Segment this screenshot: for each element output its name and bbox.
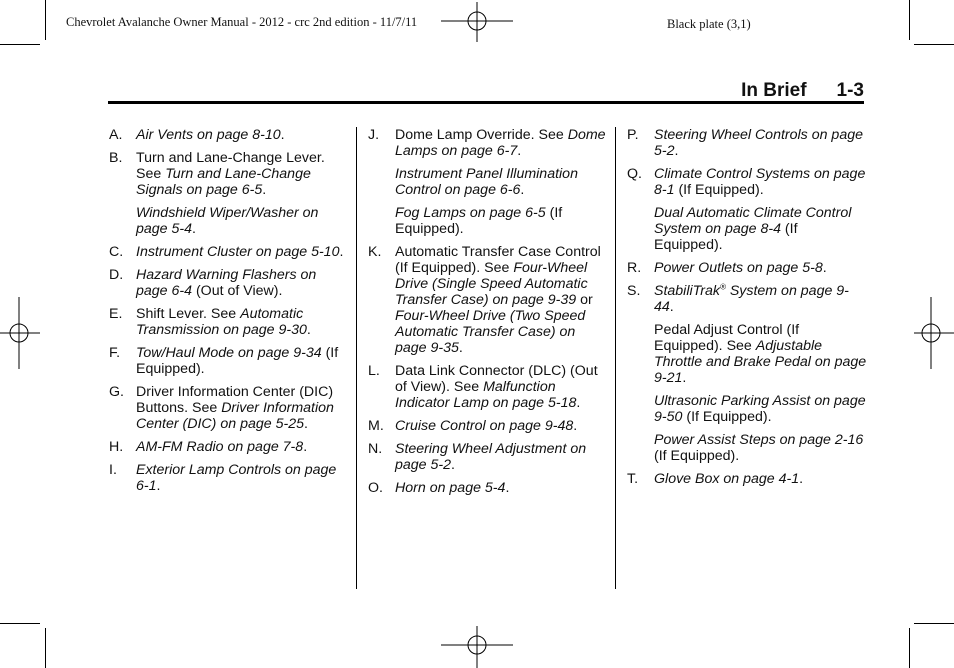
list-item [109, 150, 349, 198]
item-text: (If Equipped). [654, 448, 740, 464]
item-text: . [303, 416, 308, 432]
crop-mark [909, 628, 910, 668]
item-text: . [339, 244, 344, 260]
list-subitem [654, 322, 867, 386]
list-item [109, 345, 349, 377]
item-text: . [451, 457, 455, 473]
list-item [368, 480, 608, 496]
page-reference-link[interactable]: Steering Wheel Adjustment on page 5-2 [395, 441, 587, 473]
item-text: (If Equipped). [682, 409, 772, 425]
page-reference-link[interactable]: Instrument Panel Illumination Control on page 6-6 [395, 166, 578, 198]
column-divider [615, 127, 616, 589]
item-letter: C. [109, 244, 124, 260]
page-reference-link[interactable]: AM-FM Radio on page 7-8 [136, 439, 304, 455]
page-reference-link[interactable]: Four-Wheel Drive (Single Speed Automatic Transfer Case) on page 9-39 [395, 260, 588, 308]
list-item [109, 267, 349, 299]
item-letter: O. [368, 480, 383, 496]
item-text: (If Equipped). [395, 205, 563, 237]
column-1 [109, 127, 349, 501]
page-reference-link[interactable]: Turn and Lane-Change Signals on page 6-5 [136, 166, 311, 198]
page-reference-link[interactable]: Four-Wheel Drive (Two Speed Automatic Transfer Case) on page 9-35 [395, 308, 586, 356]
crop-mark [45, 628, 46, 668]
item-text: . [517, 143, 522, 159]
page-reference-link[interactable] [654, 283, 849, 315]
page-reference-link[interactable]: Power Assist Steps on page 2-16 [654, 432, 864, 448]
link-text: System on page 9-44 [654, 283, 849, 315]
registration-mark-bottom [441, 626, 513, 668]
item-text: . [156, 478, 161, 494]
list-item [368, 363, 608, 411]
item-text: . [682, 370, 687, 386]
list-item [109, 462, 349, 494]
item-letter: M. [368, 418, 384, 434]
list-item [627, 471, 867, 487]
item-text: Turn and Lane-Change Lever. See [136, 150, 325, 182]
registration-mark-right [914, 297, 954, 369]
list-subitem [654, 432, 867, 464]
crop-mark [914, 44, 954, 45]
registration-mark-left [0, 297, 40, 369]
page-reference-link[interactable]: Instrument Cluster on page 5-10 [136, 244, 340, 260]
registered-mark: ® [719, 282, 726, 292]
item-text: . [822, 260, 827, 276]
list-subitem [395, 205, 608, 237]
item-text: (If Equipped). [654, 221, 798, 253]
page-reference-link[interactable]: Automatic Transmission on page 9-30 [136, 306, 307, 338]
item-text: (Out of View). [192, 283, 283, 299]
page-reference-link[interactable]: Dome Lamps on page 6-7 [395, 127, 606, 159]
list-subitem [136, 205, 349, 237]
item-letter: D. [109, 267, 124, 283]
page-reference-link[interactable]: Glove Box on page 4-1 [654, 471, 800, 487]
item-text: . [192, 221, 196, 237]
list-item [627, 283, 867, 315]
item-text: . [303, 439, 308, 455]
list-item [368, 244, 608, 356]
page-reference-link[interactable]: Steering Wheel Controls on page 5-2 [654, 127, 863, 159]
column-divider [356, 127, 357, 589]
list-item [627, 260, 867, 276]
item-text: . [458, 340, 463, 356]
page-reference-link[interactable]: Adjustable Throttle and Brake Pedal on page 9-21 [654, 338, 867, 386]
item-letter: E. [109, 306, 123, 322]
section-title: In Brief [741, 80, 807, 101]
item-letter: R. [627, 260, 642, 276]
item-letter: H. [109, 439, 124, 455]
page-reference-link[interactable]: Malfunction Indicator Lamp on page 5-18 [395, 379, 577, 411]
crop-mark [0, 44, 40, 45]
item-letter: Q. [627, 166, 642, 182]
page-reference-link[interactable]: Driver Information Center (DIC) on page 5-25 [136, 400, 334, 432]
list-item [627, 127, 867, 159]
page-reference-link[interactable]: Hazard Warning Flashers on page 6-4 [136, 267, 317, 299]
page-reference-link[interactable]: Dual Automatic Climate Control System on page 8-4 [654, 205, 852, 237]
item-letter: K. [368, 244, 382, 260]
page-number: 1-3 [836, 80, 864, 101]
item-letter: P. [627, 127, 639, 143]
page-reference-link[interactable]: Exterior Lamp Controls on page 6-1 [136, 462, 337, 494]
list-item [368, 127, 608, 159]
page-reference-link[interactable]: Fog Lamps on page 6-5 [395, 205, 546, 221]
section-heading [741, 80, 864, 102]
item-text: or [576, 292, 593, 308]
crop-mark [0, 623, 40, 624]
item-text: . [576, 395, 581, 411]
item-text: Shift Lever. See [136, 306, 241, 322]
item-text: . [669, 299, 674, 315]
item-letter: N. [368, 441, 383, 457]
list-subitem [395, 166, 608, 198]
list-subitem [654, 393, 867, 425]
item-text: . [280, 127, 285, 143]
item-letter: J. [368, 127, 380, 143]
item-letter: B. [109, 150, 123, 166]
crop-mark [909, 0, 910, 40]
print-header-info: Chevrolet Avalanche Owner Manual - 2012 - crc 2nd edition - 11/7/11 [66, 15, 418, 29]
item-text: (If Equipped). [136, 345, 339, 377]
link-text: StabiliTrak [654, 283, 720, 299]
list-item [109, 306, 349, 338]
page-reference-link[interactable]: Horn on page 5-4 [395, 480, 506, 496]
item-text: Automatic Transfer Case Control (If Equipped). See [395, 244, 601, 276]
list-item [368, 418, 608, 434]
item-text: . [674, 143, 679, 159]
item-text: . [306, 322, 311, 338]
page-reference-link[interactable]: Climate Control Systems on page 8-1 [654, 166, 866, 198]
column-3 [627, 127, 867, 494]
item-letter: S. [627, 283, 641, 299]
page-reference-link[interactable]: Air Vents on page 8-10 [136, 127, 281, 143]
list-item [109, 244, 349, 260]
registration-mark-top [441, 2, 513, 42]
page-reference-link[interactable]: Cruise Control on page 9-48 [395, 418, 574, 434]
list-item [109, 384, 349, 432]
list-item [368, 441, 608, 473]
list-item [109, 127, 349, 143]
list-item [109, 439, 349, 455]
page-reference-link[interactable]: Tow/Haul Mode on page 9-34 [136, 345, 322, 361]
item-letter: A. [109, 127, 123, 143]
list-subitem [654, 205, 867, 253]
item-text: . [520, 182, 525, 198]
page-reference-link[interactable]: Power Outlets on page 5-8 [654, 260, 823, 276]
item-text: (If Equipped). [674, 182, 764, 198]
item-text: . [573, 418, 578, 434]
item-text: Pedal Adjust Control (If Equipped). See [654, 322, 800, 354]
crop-mark [45, 0, 46, 40]
page-reference-link[interactable]: Ultrasonic Parking Assist on page 9-50 [654, 393, 866, 425]
page-reference-link[interactable]: Windshield Wiper/Washer on page 5-4 [136, 205, 319, 237]
item-letter: G. [109, 384, 124, 400]
crop-mark [914, 623, 954, 624]
item-text: Driver Information Center (DIC) Buttons. See [136, 384, 334, 416]
item-letter: F. [109, 345, 121, 361]
plate-label: Black plate (3,1) [667, 17, 751, 31]
item-text: Dome Lamp Override. See [395, 127, 568, 143]
item-text: . [262, 182, 267, 198]
column-2 [368, 127, 608, 503]
item-letter: T. [627, 471, 639, 487]
item-text: Data Link Connector (DLC) (Out of View). See [395, 363, 598, 395]
heading-rule [108, 101, 864, 104]
item-text: . [505, 480, 510, 496]
item-letter: L. [368, 363, 380, 379]
item-letter: I. [109, 462, 117, 478]
item-text: . [799, 471, 804, 487]
list-item [627, 166, 867, 198]
